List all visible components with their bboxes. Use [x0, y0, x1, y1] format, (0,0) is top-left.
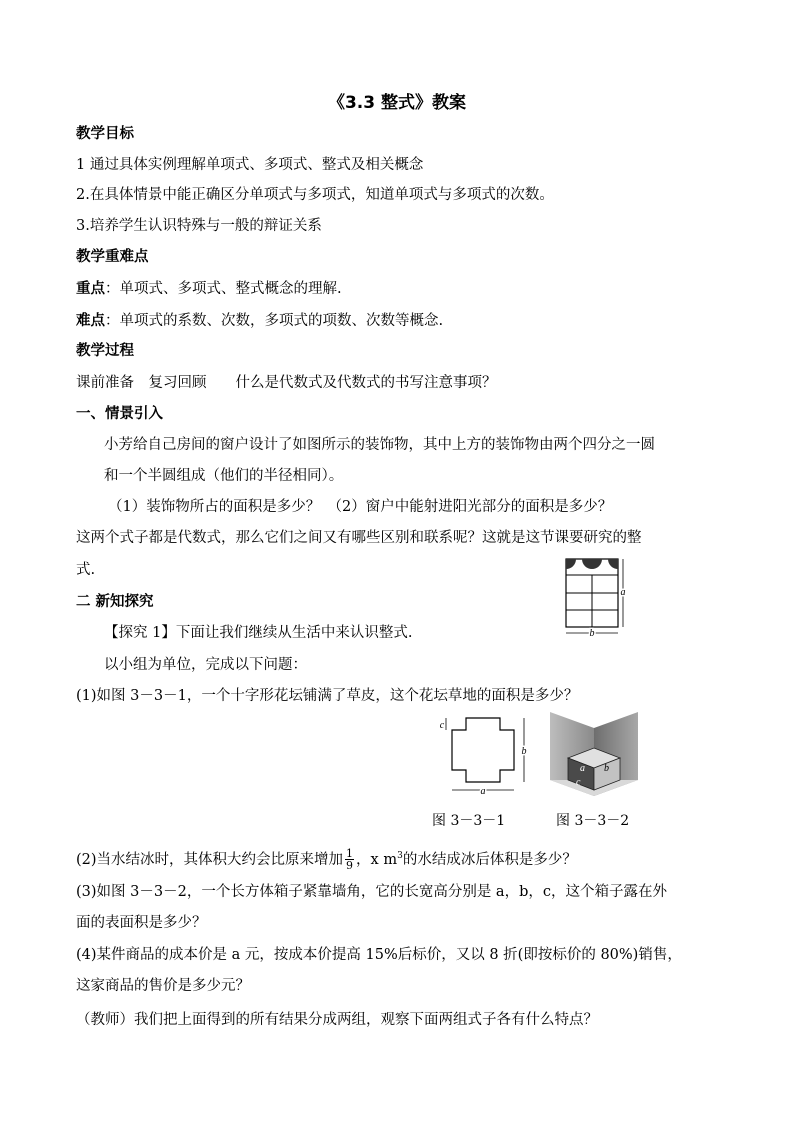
window-figure	[560, 555, 632, 640]
goal-item-1: 1 通过具体实例理解单项式、多项式、整式及相关概念	[76, 157, 424, 173]
fraction-one-ninth	[345, 848, 354, 871]
cross-label-b: b	[521, 746, 527, 757]
difficulty-label: 难点	[76, 313, 105, 329]
difficulty-text: ：单项式的系数、次数，多项式的项数、次数等概念.	[105, 313, 444, 329]
fraction-numerator: 1	[346, 847, 354, 861]
prep-line: 课前准备 复习回顾 什么是代数式及代数式的书写注意事项？	[76, 375, 497, 391]
cross-label-a: a	[480, 786, 486, 797]
difficulty-line	[76, 311, 443, 331]
relation-line-2: 式.	[76, 562, 96, 578]
section2-heading: 二 新知探究	[76, 594, 154, 610]
scenario-questions: （1）装饰物所占的面积是多少？ （2）窗户中能射进阳光部分的面积是多少？	[108, 499, 613, 515]
focus-label: 重点	[76, 281, 105, 297]
right-quarter-circle	[608, 559, 618, 569]
page-title: 《3.3 整式》教案	[327, 93, 467, 113]
cubic-superscript: 3	[397, 851, 403, 861]
window-label-b: b	[589, 628, 595, 639]
goal-item-3: 3.培养学生认识特殊与一般的辩证关系	[76, 218, 322, 234]
relation-line-1: 这两个式子都是代数式，那么它们之间又有哪些区别和联系呢？这就是这节课要研究的整	[76, 530, 642, 546]
fraction-denominator: 9	[346, 859, 354, 873]
focus-text: ：单项式、多项式、整式概念的理解.	[105, 281, 342, 297]
question-3-line-1: (3)如图 3－3－2，一个长方体箱子紧靠墙角，它的长宽高分别是 a，b，c，这个箱子露在外	[76, 884, 667, 900]
question-1: (1)如图 3－3－1，一个十字形花坛铺满了草皮，这个花坛草地的面积是多少？	[76, 688, 579, 704]
cross-shape	[452, 718, 514, 782]
question-4-line-2: 这家商品的售价是多少元？	[76, 978, 250, 994]
caption-figure-2: 图 3－3－2	[556, 813, 630, 829]
goals-heading: 教学目标	[76, 126, 134, 142]
cross-figure	[438, 706, 533, 798]
teacher-line: （教师）我们把上面得到的所有结果分成两组，观察下面两组式子各有什么特点？	[76, 1012, 598, 1028]
question-2-text: (2)当水结冰时，其体积大约会比原来增加	[76, 851, 344, 868]
process-heading: 教学过程	[76, 343, 134, 359]
question-3-line-2: 面的表面积是多少？	[76, 915, 207, 931]
question-4-line-1: (4)某件商品的成本价是 a 元，按成本价提高 15%后标价，又以 8 折(即按标价的 80%)销售，	[76, 947, 682, 963]
group-line: 以小组为单位，完成以下问题：	[104, 657, 307, 673]
cross-label-c: c	[439, 720, 445, 731]
question-2-end: 的水结成冰后体积是多少？	[402, 851, 577, 868]
question-2	[76, 846, 577, 871]
explore-line: 【探究 1】下面让我们继续从生活中来认识整式.	[104, 625, 413, 641]
box-figure	[548, 706, 640, 798]
section1-heading: 一、情景引入	[76, 406, 163, 422]
focus-line	[76, 279, 342, 299]
half-circle	[582, 559, 602, 569]
goal-item-2: 2.在具体情景中能正确区分单项式与多项式，知道单项式与多项式的次数。	[76, 187, 554, 203]
window-label-a: a	[620, 587, 626, 598]
question-2-variable: ，x m	[356, 851, 398, 868]
box-label-c: c	[576, 777, 581, 788]
scenario-line-2: 和一个半圆组成（他们的半径相同）。	[104, 468, 344, 484]
left-quarter-circle	[566, 559, 576, 569]
box-label-a: a	[580, 763, 585, 774]
box-label-b: b	[604, 763, 609, 774]
caption-figure-1: 图 3－3－1	[432, 813, 506, 829]
key-points-heading: 教学重难点	[76, 249, 149, 265]
scenario-line-1: 小芳给自己房间的窗户设计了如图所示的装饰物，其中上方的装饰物由两个四分之一圆	[104, 437, 655, 453]
